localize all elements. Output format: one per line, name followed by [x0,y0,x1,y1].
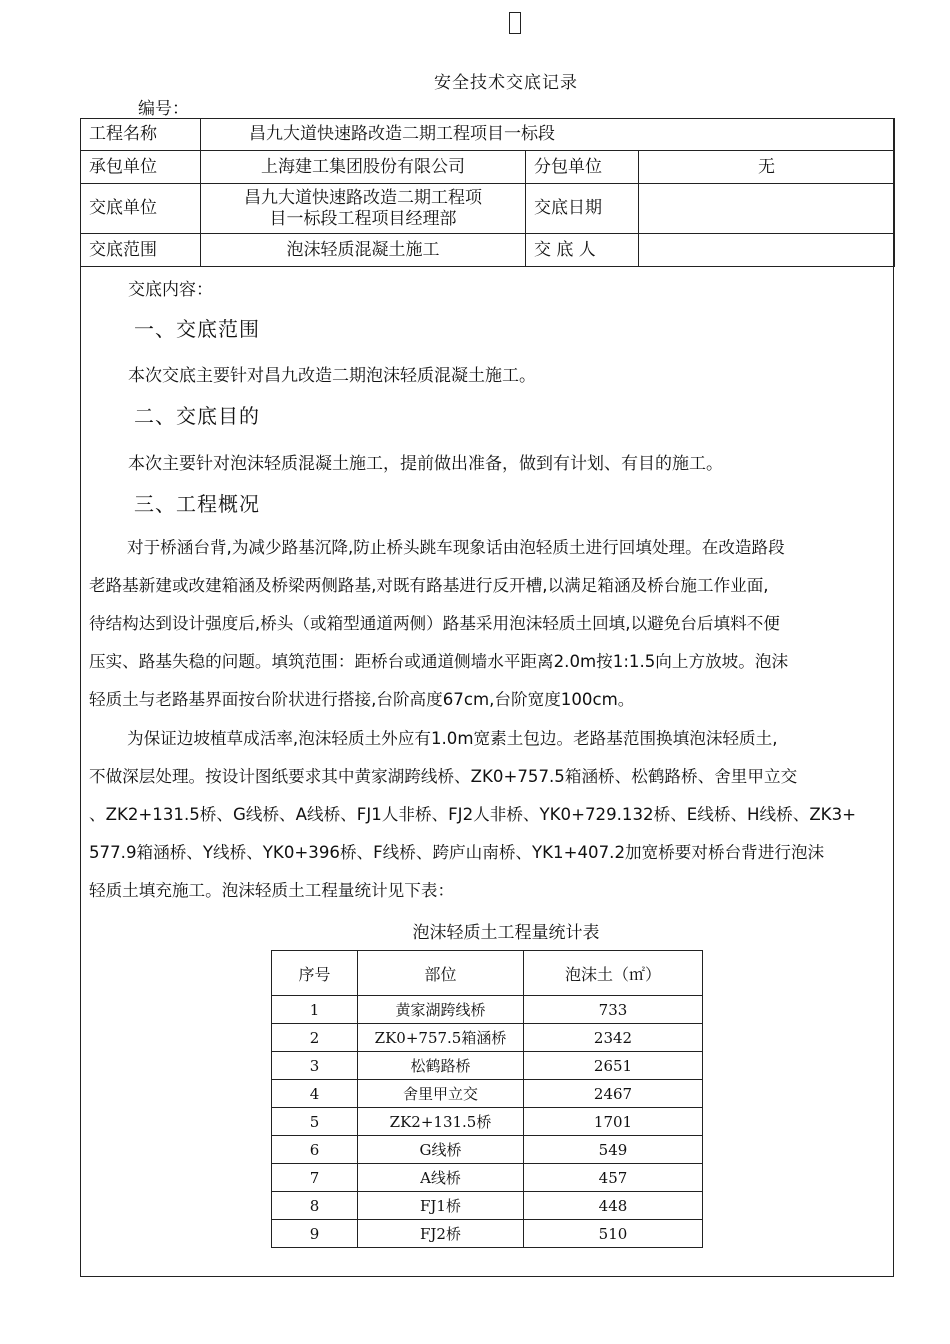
row-index: 1 [272,996,358,1024]
section1-text: 本次交底主要针对昌九改造二期泡沫轻质混凝土施工。 [128,366,536,386]
briefing-unit-line2: 目一标段工程项目经理部 [269,208,457,229]
table-row [272,1136,703,1164]
row-index: 5 [272,1108,358,1136]
content-label: 交底内容： [128,280,213,300]
overview-p1-line5: 轻质土与老路基界面按台阶状进行搭接,台阶高度67cm,台阶宽度100cm。 [89,690,635,709]
overview-paragraph-1 [89,529,889,719]
briefer-value [639,234,895,267]
row-volume: 457 [524,1164,703,1192]
quantity-table-header-row [272,951,703,996]
briefer-label: 交 底 人 [526,234,639,267]
row-volume: 549 [524,1136,703,1164]
overview-p2-line3: 、ZK2+131.5桥、G线桥、A线桥、FJ1人非桥、FJ2人非桥、YK0+729.132桥、E线桥、H线桥、ZK3+ [89,805,857,824]
document-title: 安全技术交底记录 [434,73,578,93]
row-volume: 448 [524,1192,703,1220]
table-row [272,1080,703,1108]
document-number-label: 编号： [138,99,189,119]
briefing-unit-line1: 昌九大道快速路改造二期工程项 [244,187,482,208]
row-index: 2 [272,1024,358,1052]
row-index: 7 [272,1164,358,1192]
quantity-table [271,950,703,1248]
row-location: FJ1桥 [358,1192,524,1220]
header-row-briefing-unit [81,184,895,234]
overview-p2-line4: 577.9箱涵桥、Y线桥、YK0+396桥、F线桥、跨庐山南桥、YK1+407.2加宽桥要对桥台背进行泡沫 [89,843,825,862]
briefing-date-label: 交底日期 [526,184,639,234]
table-row [272,1024,703,1052]
contractor-label: 承包单位 [81,151,201,184]
project-name-label: 工程名称 [81,119,201,151]
row-location: ZK2+131.5桥 [358,1108,524,1136]
briefing-date-value [639,184,895,234]
project-name-value: 昌九大道快速路改造二期工程项目一标段 [201,119,895,151]
row-location: 舍里甲立交 [358,1080,524,1108]
row-index: 3 [272,1052,358,1080]
row-location: G线桥 [358,1136,524,1164]
section2-text: 本次主要针对泡沫轻质混凝土施工，提前做出准备，做到有计划、有目的施工。 [128,454,723,474]
overview-p1-line2: 老路基新建或改建箱涵及桥梁两侧路基,对既有路基进行反开槽,以满足箱涵及桥台施工作业面, [89,576,769,595]
overview-p2-line1: 为保证边坡植草成活率,泡沫轻质土外应有1.0m宽素土包边。老路基范围换填泡沫轻质土, [127,729,778,748]
subcontractor-label: 分包单位 [526,151,639,184]
table-row [272,1052,703,1080]
row-volume: 2651 [524,1052,703,1080]
missing-glyph-box [509,12,521,34]
header-row-contractor [81,151,895,184]
overview-p2-line5: 轻质土填充施工。泡沫轻质土工程量统计见下表： [89,881,455,900]
overview-p1-line4: 压实、路基失稳的问题。填筑范围：距桥台或通道侧墙水平距离2.0m按1:1.5向上方放坡。泡沫 [89,652,789,671]
overview-paragraph-2 [89,720,889,910]
scope-value: 泡沫轻质混凝土施工 [201,234,526,267]
row-volume: 2342 [524,1024,703,1052]
header-row-project [81,119,895,151]
section3-title: 三、工程概况 [134,492,260,516]
row-index: 6 [272,1136,358,1164]
row-volume: 1701 [524,1108,703,1136]
table-row [272,1108,703,1136]
table-row [272,1164,703,1192]
row-index: 9 [272,1220,358,1248]
header-table [80,118,895,267]
row-index: 4 [272,1080,358,1108]
scope-label: 交底范围 [81,234,201,267]
quantity-table-title: 泡沫轻质土工程量统计表 [412,923,600,943]
row-location: A线桥 [358,1164,524,1192]
row-location: 松鹤路桥 [358,1052,524,1080]
quantity-col-volume: 泡沫土（㎡） [524,951,703,996]
row-volume: 510 [524,1220,703,1248]
row-location: 黄家湖跨线桥 [358,996,524,1024]
section1-title: 一、交底范围 [134,317,260,341]
table-row [272,1220,703,1248]
overview-p1-line1: 对于桥涵台背,为减少路基沉降,防止桥头跳车现象话由泡轻质土进行回填处理。在改造路段 [127,538,785,557]
row-volume: 733 [524,996,703,1024]
overview-p1-line3: 待结构达到设计强度后,桥头（或箱型通道两侧）路基采用泡沫轻质土回填,以避免台后填料不便 [89,614,780,633]
row-index: 8 [272,1192,358,1220]
subcontractor-value: 无 [639,151,895,184]
row-location: FJ2桥 [358,1220,524,1248]
table-row [272,996,703,1024]
section2-title: 二、交底目的 [134,404,260,428]
overview-p2-line2: 不做深层处理。按设计图纸要求其中黄家湖跨线桥、ZK0+757.5箱涵桥、松鹤路桥、舍里甲立交 [89,767,798,786]
row-volume: 2467 [524,1080,703,1108]
quantity-col-index: 序号 [272,951,358,996]
header-row-scope [81,234,895,267]
contractor-value: 上海建工集团股份有限公司 [201,151,526,184]
row-location: ZK0+757.5箱涵桥 [358,1024,524,1052]
briefing-unit-label: 交底单位 [81,184,201,234]
briefing-unit-value [201,184,526,234]
table-row [272,1192,703,1220]
quantity-col-location: 部位 [358,951,524,996]
